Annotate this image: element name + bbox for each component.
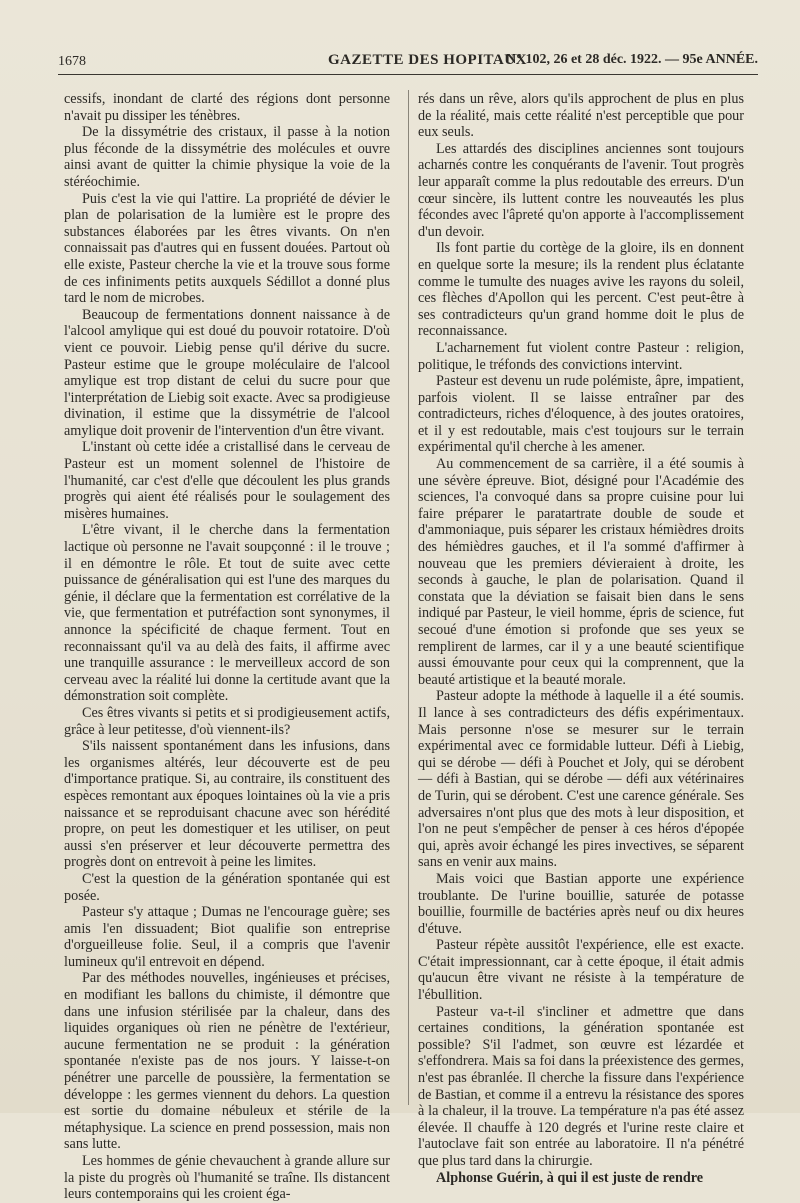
paragraph: Pasteur adopte la méthode à laquelle il a été soumis. Il lance à ses contradicteurs des défis expérimentaux. Mais personne n'ose se mesurer sur le terrain expérimental avec ce formidable lutteur. Défi à Liebig, qui se dérobe — défi à Pouchet et Joly, qui se dérobent — défi à Bastian, qui se dérobe — défi aux vétérinaires de Turin, qui se dérobent. C'est une carence générale. Ses adversaires n'ont plus que des mots à leur disposition, et l'on ne peut s'empêcher de penser à ces héros d'épopée qui, après avoir échangé les pires invectives, se séparent sans en venir aux mains. [418,688,744,871]
paragraph: L'être vivant, il le cherche dans la fermentation lactique où personne ne l'avait soupçonné : il le trouve ; il en démontre le rôle. Et tout de suite avec cette puissance de généralisation qui est l'une des marques du génie, il déclare que la fermentation est corrélative de la vie, que fermentation et putréfaction sont synonymes, il annonce la spécificité de chaque ferment. Tout en reconnaissant qu'il va au delà des faits, il affirme avec une tranquille assurance : le merveilleux accord de son cerveau avec la réalité lui donne la certitude avant que la démonstration soit complète. [64,522,390,705]
paragraph: Par des méthodes nouvelles, ingénieuses et précises, en modifiant les ballons du chimiste, il démontre que dans une infusion stérilisée par la chaleur, dans des liquides organiques où rien ne pénètre de l'extérieur, aucune fermentation ne se produit : la génération spontanée n'existe pas de nos jours. Y laisse-t-on pénétrer une parcelle de poussière, la fermentation se développe : les germes viennent du dehors. La question est sortie du domaine nébuleux et stérile de la métaphysique. La science en prend possession, mais non sans lutte. [64,970,390,1153]
paragraph: Pasteur est devenu un rude polémiste, âpre, impatient, parfois violent. Il se laisse entraîner par des contradicteurs, riches d'éloquence, à des joutes oratoires, et il y est redoutable, mais c'est toujours sur le terrain expérimental qu'il cherche à les amener. [418,373,744,456]
page-header [58,52,758,72]
journal-title: GAZETTE DES HOPITAUX [328,52,527,68]
right-column [418,91,744,1186]
paragraph: S'ils naissent spontanément dans les infusions, dans les organismes altérés, leur découverte est de peu d'importance pratique. Si, au contraire, ils constituent des espèces remontant aux époques lointaines où la vie a pris naissance et se reproduisant chacune avec son hérédité propre, on peut les domestiquer et les utiliser, on peut aussi s'en préserver et leur découverte permettra des progrès dont on entrevoit à peine les limites. [64,738,390,871]
issue-info: N° 102, 26 et 28 déc. 1922. — 95e ANNÉE. [506,52,758,67]
column-divider [408,90,409,1105]
page-number: 1678 [58,54,86,69]
paragraph: L'acharnement fut violent contre Pasteur : religion, politique, le tréfonds des convictions intervint. [418,339,744,373]
paragraph: Au commencement de sa carrière, il a été soumis à une sévère épreuve. Biot, désigné pour l'Académie des sciences, l'a convoqué dans sa propre cuisine pour lui faire préparer le paratartrate double de soude et d'ammoniaque, puis séparer les cristaux hémièdres droits des hémièdres gauches, et il l'a sommé d'affirmer à nouveau que les premiers dévieraient à droite, les seconds à gauche, le plan de polarisation. Quand il constata que la déviation se faisait bien dans le sens indiqué par Pasteur, le vieil homme, épris de science, fut secoué d'une émotion si profonde que ses yeux se remplirent de larmes, car il y a une beauté scientifique aussi émouvante pour ceux qui la comprennent, que la beauté artistique et la beauté morale. [418,456,744,688]
header-rule [58,74,758,75]
paragraph: Mais voici que Bastian apporte une expérience troublante. De l'urine bouillie, saturée de potasse bouillie, fourmille de bactéries après neuf ou dix heures d'étuve. [418,870,744,937]
left-column [64,91,390,1203]
paragraph: rés dans un rêve, alors qu'ils approchent de plus en plus de la réalité, mais cette réalité n'est perceptible que pour eux seuls. [418,91,744,141]
paragraph: Pasteur s'y attaque ; Dumas ne l'encourage guère; ses amis l'en dissuadent; Biot qualifie son entreprise d'orgueilleuse folie. Seul, il a compris que l'avenir lumineux qu'il entrevoit en dépend. [64,904,390,970]
paragraph: Beaucoup de fermentations donnent naissance à de l'alcool amylique qui est doué du pouvoir rotatoire. D'où vient ce pouvoir. Liebig pense qu'il dérive du sucre. Pasteur estime que le groupe moléculaire de l'alcool amylique est trop distant de celui du sucre pour que l'interprétation de Liebig soit exacte. Avec sa prodigieuse divination, il estime que la dissymétrie de l'alcool amylique doit provenir de l'intervention d'un être vivant. [64,306,390,439]
paragraph: Les attardés des disciplines anciennes sont toujours acharnés contre les conquérants de l'avenir. Tout progrès leur apparaît comme la plus redoutable des erreurs. D'un cœur sincère, ils luttent contre les nouveautés les plus fécondes avec l'âpreté qu'on apporte à l'accomplissement d'un devoir. [418,140,744,240]
paragraph: L'instant où cette idée a cristallisé dans le cerveau de Pasteur est un moment solennel de l'histoire de l'humanité, car c'est d'elle que découlent les plus grands progrès qui aient été réalisés pour le soulagement des misères humaines. [64,439,390,522]
paragraph: Ces êtres vivants si petits et si prodigieusement actifs, grâce à leur petitesse, d'où viennent-ils? [64,704,390,738]
paragraph: Ils font partie du cortège de la gloire, ils en donnent en quelque sorte la mesure; ils la rendent plus éclatante comme le tumulte des nuages avive les rayons du soleil, ces flèches d'Apollon qui les percent. C'est peut-être à ses contradicteurs qu'un grand homme doit le plus de reconnaissance. [418,240,744,340]
paragraph: cessifs, inondant de clarté des régions dont personne n'avait pu dissiper les ténèbres. [64,91,390,124]
paragraph: De la dissymétrie des cristaux, il passe à la notion plus féconde de la dissymétrie des molécules et ouvre ainsi avant de quitter la chimie physique la voie de la stéréochimie. [64,124,390,190]
paragraph: Pasteur va-t-il s'incliner et admettre que dans certaines conditions, la génération spontanée est possible? S'il l'admet, son œuvre est lézardée et s'effondrera. Mais sa foi dans la préexistence des germes, n'est pas ébranlée. Il cherche la fissure dans l'expérience de Bastian, et comme il a entrevu la résistance des spores à la chaleur, il la trouve. La température n'a pas été assez élevée. Il chauffe à 120 degrés et l'urine reste claire et l'autoclave fait son entrée au laboratoire. Il n'a pénétré que plus tard dans la chirurgie. [418,1003,744,1169]
paragraph: Alphonse Guérin, à qui il est juste de rendre [436,1169,704,1186]
paragraph: Puis c'est la vie qui l'attire. La propriété de dévier le plan de polarisation de la lumière est le propre des substances élaborées par les êtres vivants. On n'en connaissait pas d'autres qui en fussent douées. Partout où elle existe, Pasteur cherche la vie et la trouve sous forme de ces infiniments petits auxquels Sédillot a donné plus tard le nom de microbes. [64,190,390,307]
paragraph: Pasteur répète aussitôt l'expérience, elle est exacte. C'était impressionnant, car à cette époque, il était admis qu'aucun être vivant ne résiste à la température de l'ébullition. [418,937,744,1004]
paragraph: C'est la question de la génération spontanée qui est posée. [64,870,390,904]
paragraph: Les hommes de génie chevauchent à grande allure sur la piste du progrès où l'humanité se traîne. Ils distancent leurs contemporains qui les croient éga- [64,1153,390,1203]
